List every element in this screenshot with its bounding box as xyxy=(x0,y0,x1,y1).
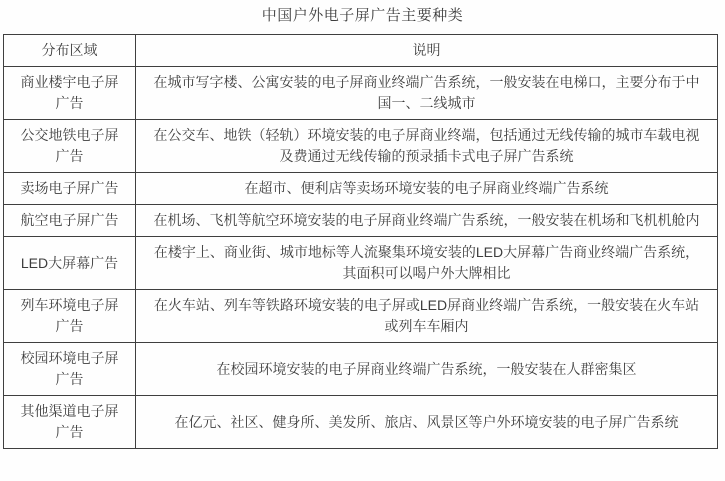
region-cell: LED大屏幕广告 xyxy=(4,237,136,290)
table-row xyxy=(4,237,718,290)
region-cell: 列车环境电子屏广告 xyxy=(4,290,136,343)
description-cell: 在火车站、列车等铁路环境安装的电子屏或LED屏商业终端广告系统，一般安装在火车站或列车车厢内 xyxy=(136,290,718,343)
description-cell: 在机场、飞机等航空环境安装的电子屏商业终端广告系统，一般安装在机场和飞机机舱内 xyxy=(136,205,718,237)
description-cell: 在公交车、地铁（轻轨）环境安装的电子屏商业终端，包括通过无线传输的城市车载电视及费通过无线传输的预录插卡式电子屏广告系统 xyxy=(136,120,718,173)
region-cell: 商业楼宇电子屏广告 xyxy=(4,67,136,120)
header-description: 说明 xyxy=(136,35,718,67)
description-cell: 在楼宇上、商业街、城市地标等人流聚集环境安装的LED大屏幕广告商业终端广告系统，其面积可以喝户外大牌相比 xyxy=(136,237,718,290)
region-cell: 卖场电子屏广告 xyxy=(4,173,136,205)
table-row xyxy=(4,120,718,173)
description-cell: 在超市、便利店等卖场环境安装的电子屏商业终端广告系统 xyxy=(136,173,718,205)
table-row xyxy=(4,396,718,449)
table-row xyxy=(4,343,718,396)
table-header-row xyxy=(4,35,718,67)
page-title: 中国户外电子屏广告主要种类 xyxy=(261,7,464,24)
region-cell: 其他渠道电子屏广告 xyxy=(4,396,136,449)
description-cell: 在校园环境安装的电子屏商业终端广告系统，一般安装在人群密集区 xyxy=(136,343,718,396)
description-cell: 在城市写字楼、公寓安装的电子屏商业终端广告系统，一般安装在电梯口，主要分布于中国一、二线城市 xyxy=(136,67,718,120)
region-cell: 校园环境电子屏广告 xyxy=(4,343,136,396)
region-cell: 航空电子屏广告 xyxy=(4,205,136,237)
table-row xyxy=(4,173,718,205)
table-row xyxy=(4,67,718,120)
description-cell: 在亿元、社区、健身所、美发所、旅店、风景区等户外环境安装的电子屏广告系统 xyxy=(136,396,718,449)
table-row xyxy=(4,205,718,237)
header-region: 分布区域 xyxy=(4,35,136,67)
ad-types-table xyxy=(3,34,718,449)
table-row xyxy=(4,290,718,343)
region-cell: 公交地铁电子屏广告 xyxy=(4,120,136,173)
